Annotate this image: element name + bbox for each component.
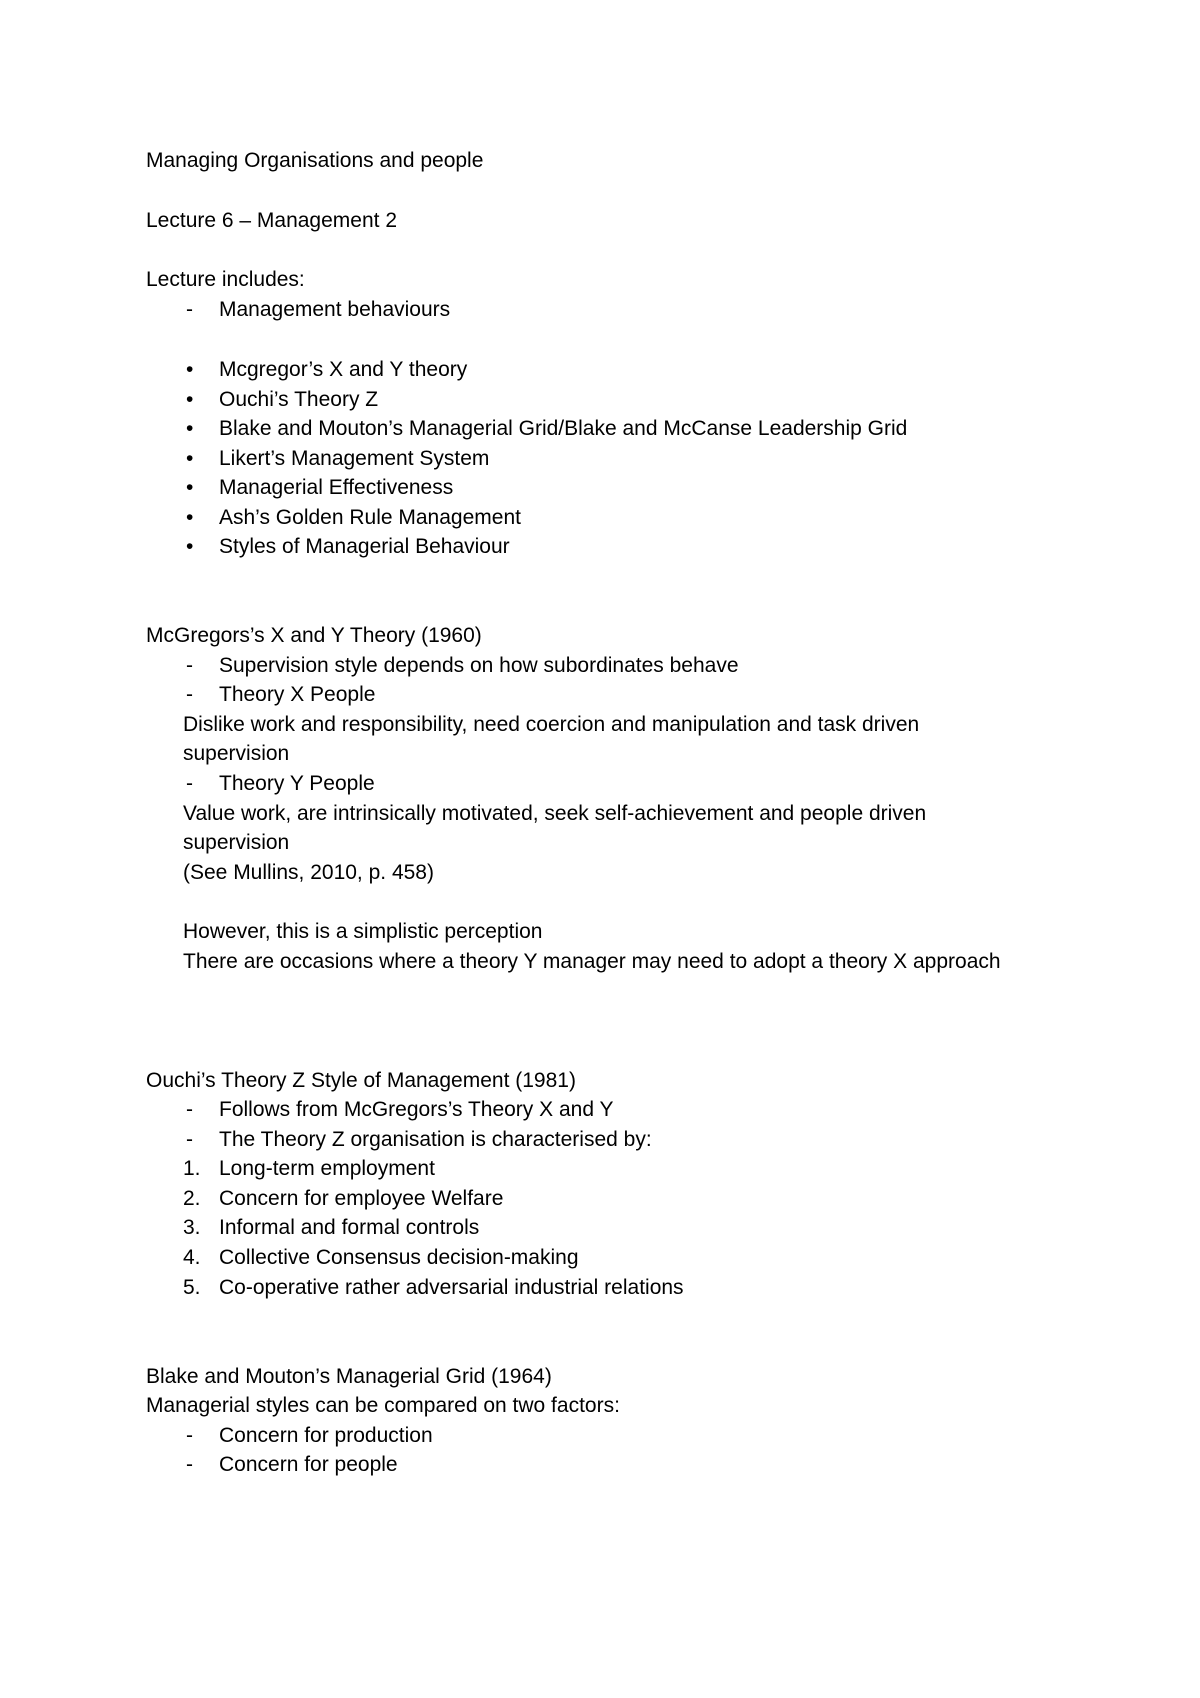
document-title: Managing Organisations and people — [146, 149, 484, 172]
includes-bullet-item: Ouchi’s Theory Z — [219, 388, 379, 411]
mcgregor-reference: (See Mullins, 2010, p. 458) — [183, 861, 434, 884]
mcgregor-paragraph-line: Dislike work and responsibility, need coercion and manipulation and task driven — [183, 713, 920, 736]
ouchi-numbered-item: Concern for employee Welfare — [219, 1187, 504, 1210]
ouchi-numbered-item: Informal and formal controls — [219, 1216, 480, 1239]
bullet-marker: • — [186, 506, 194, 529]
list-number: 4. — [183, 1246, 201, 1269]
includes-bullet-item: Ash’s Golden Rule Management — [219, 506, 521, 529]
includes-bullet-item: Mcgregor’s X and Y theory — [219, 358, 468, 381]
includes-bullet-item: Likert’s Management System — [219, 447, 490, 470]
includes-heading: Lecture includes: — [146, 268, 305, 291]
bullet-marker: • — [186, 447, 194, 470]
list-number: 5. — [183, 1276, 201, 1299]
includes-bullet-item: Styles of Managerial Behaviour — [219, 535, 510, 558]
mcgregor-paragraph-line: supervision — [183, 831, 290, 854]
list-number: 1. — [183, 1157, 201, 1180]
ouchi-numbered-item: Long-term employment — [219, 1157, 435, 1180]
ouchi-heading: Ouchi’s Theory Z Style of Management (1981) — [146, 1069, 576, 1092]
list-number: 2. — [183, 1187, 201, 1210]
dash-marker: - — [186, 1098, 193, 1121]
mcgregor-item: Theory X People — [219, 683, 376, 706]
dash-marker: - — [186, 654, 193, 677]
dash-marker: - — [186, 1128, 193, 1151]
mcgregor-item: Supervision style depends on how subordinates behave — [219, 654, 739, 677]
includes-bullet-item: Blake and Mouton’s Managerial Grid/Blake and McCanse Leadership Grid — [219, 417, 908, 440]
dash-marker: - — [186, 298, 193, 321]
ouchi-item: The Theory Z organisation is characterised by: — [219, 1128, 652, 1151]
ouchi-item: Follows from McGregors’s Theory X and Y — [219, 1098, 614, 1121]
ouchi-numbered-item: Co-operative rather adversarial industrial relations — [219, 1276, 684, 1299]
includes-dash-item: Management behaviours — [219, 298, 451, 321]
bullet-marker: • — [186, 417, 194, 440]
bullet-marker: • — [186, 535, 194, 558]
ouchi-numbered-item: Collective Consensus decision-making — [219, 1246, 579, 1269]
dash-marker: - — [186, 1453, 193, 1476]
mcgregor-paragraph-line: Value work, are intrinsically motivated, seek self-achievement and people driven — [183, 802, 927, 825]
mcgregor-occasions: There are occasions where a theory Y manager may need to adopt a theory X approach — [183, 950, 1001, 973]
blake-heading: Blake and Mouton’s Managerial Grid (1964) — [146, 1365, 552, 1388]
dash-marker: - — [186, 683, 193, 706]
mcgregor-heading: McGregors’s X and Y Theory (1960) — [146, 624, 482, 647]
blake-item: Concern for people — [219, 1453, 398, 1476]
mcgregor-however: However, this is a simplistic perception — [183, 920, 543, 943]
dash-marker: - — [186, 1424, 193, 1447]
includes-bullet-item: Managerial Effectiveness — [219, 476, 454, 499]
blake-intro: Managerial styles can be compared on two factors: — [146, 1394, 620, 1417]
mcgregor-item: Theory Y People — [219, 772, 375, 795]
list-number: 3. — [183, 1216, 201, 1239]
bullet-marker: • — [186, 388, 194, 411]
bullet-marker: • — [186, 476, 194, 499]
blake-item: Concern for production — [219, 1424, 433, 1447]
mcgregor-paragraph-line: supervision — [183, 742, 290, 765]
lecture-subtitle: Lecture 6 – Management 2 — [146, 209, 397, 232]
bullet-marker: • — [186, 358, 194, 381]
dash-marker: - — [186, 772, 193, 795]
